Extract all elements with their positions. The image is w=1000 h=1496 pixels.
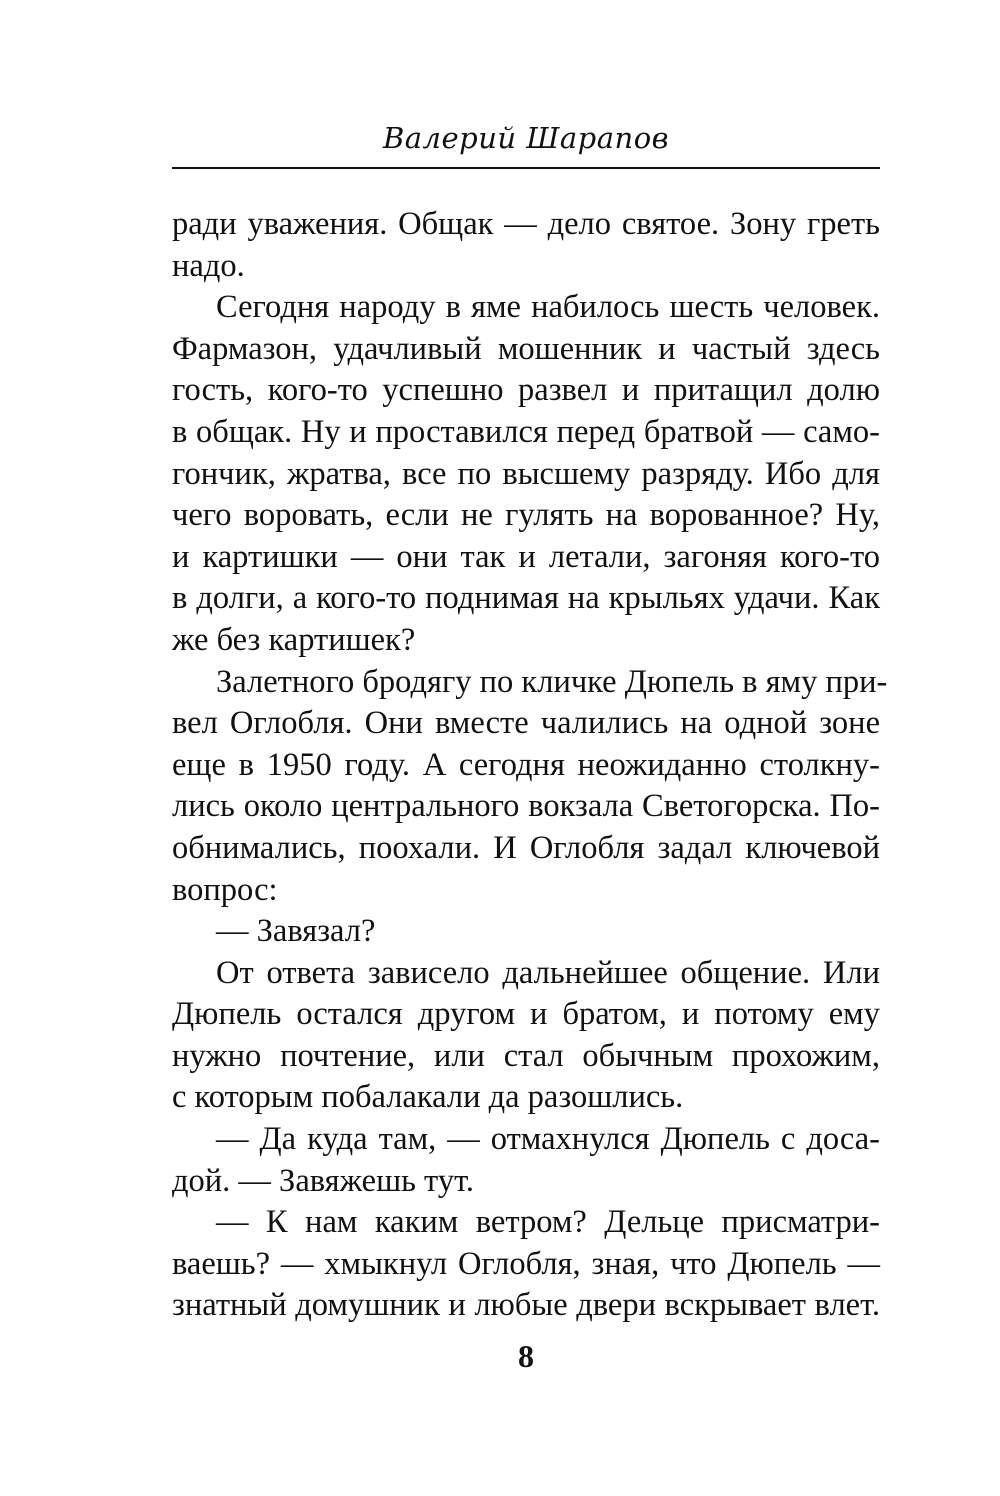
text-line: в общак. Ну и проставился перед братвой — само- xyxy=(172,413,880,450)
text-line: дой. — Завяжешь тут. xyxy=(172,1162,474,1199)
text-line: обнимались, поохали. И Оглобля задал ключевой xyxy=(172,829,880,866)
text-line: нужно почтение, или стал обычным прохожим, xyxy=(172,1037,880,1074)
body-text xyxy=(172,204,888,1327)
page-number: 8 xyxy=(518,1338,534,1374)
text-line: вел Оглобля. Они вместе чалились на одной зоне xyxy=(172,705,880,742)
text-line: — К нам каким ветром? Дельце присматри- xyxy=(216,1204,880,1241)
text-line: гончик, жратва, все по высшему разряду. Ибо для xyxy=(172,455,880,492)
text-line: — Завязал? xyxy=(216,913,376,950)
text-line: и картишки — они так и летали, загоняя кого-то xyxy=(172,538,880,575)
text-line: еще в 1950 году. А сегодня неожиданно столкну- xyxy=(172,746,880,783)
text-line: же без картишек? xyxy=(172,621,416,658)
text-line: знатный домушник и любые двери вскрывает влет. xyxy=(172,1287,880,1324)
text-line: ваешь? — хмыкнул Оглобля, зная, что Дюпель — xyxy=(172,1245,880,1282)
text-line: Дюпель остался другом и братом, и потому ему xyxy=(172,996,880,1033)
text-line: ради уважения. Общак — дело святое. Зону греть xyxy=(172,206,880,242)
text-line: надо. xyxy=(172,247,245,284)
text-line: с которым побалакали да разошлись. xyxy=(172,1079,684,1116)
text-line: Залетного бродягу по кличке Дюпель в яму при- xyxy=(216,663,888,700)
header-rule xyxy=(172,167,880,169)
text-line: чего воровать, если не гулять на ворованное? Ну, xyxy=(172,497,880,534)
running-header: Валерий Шарапов xyxy=(382,121,670,155)
text-line: вопрос: xyxy=(172,871,278,908)
text-line: Сегодня народу в яме набилось шесть человек. xyxy=(216,289,880,326)
text-line: гость, кого-то успешно развел и притащил долю xyxy=(172,372,880,409)
text-line: От ответа зависело дальнейшее общение. Или xyxy=(216,954,880,991)
text-line: в долги, а кого-то поднимая на крыльях удачи. Как xyxy=(172,580,880,617)
text-line: Фармазон, удачливый мошенник и частый здесь xyxy=(172,330,880,367)
text-line: — Да куда там, — отмахнулся Дюпель с доса- xyxy=(216,1121,880,1158)
text-line: лись около центрального вокзала Светогорска. По- xyxy=(172,788,880,825)
